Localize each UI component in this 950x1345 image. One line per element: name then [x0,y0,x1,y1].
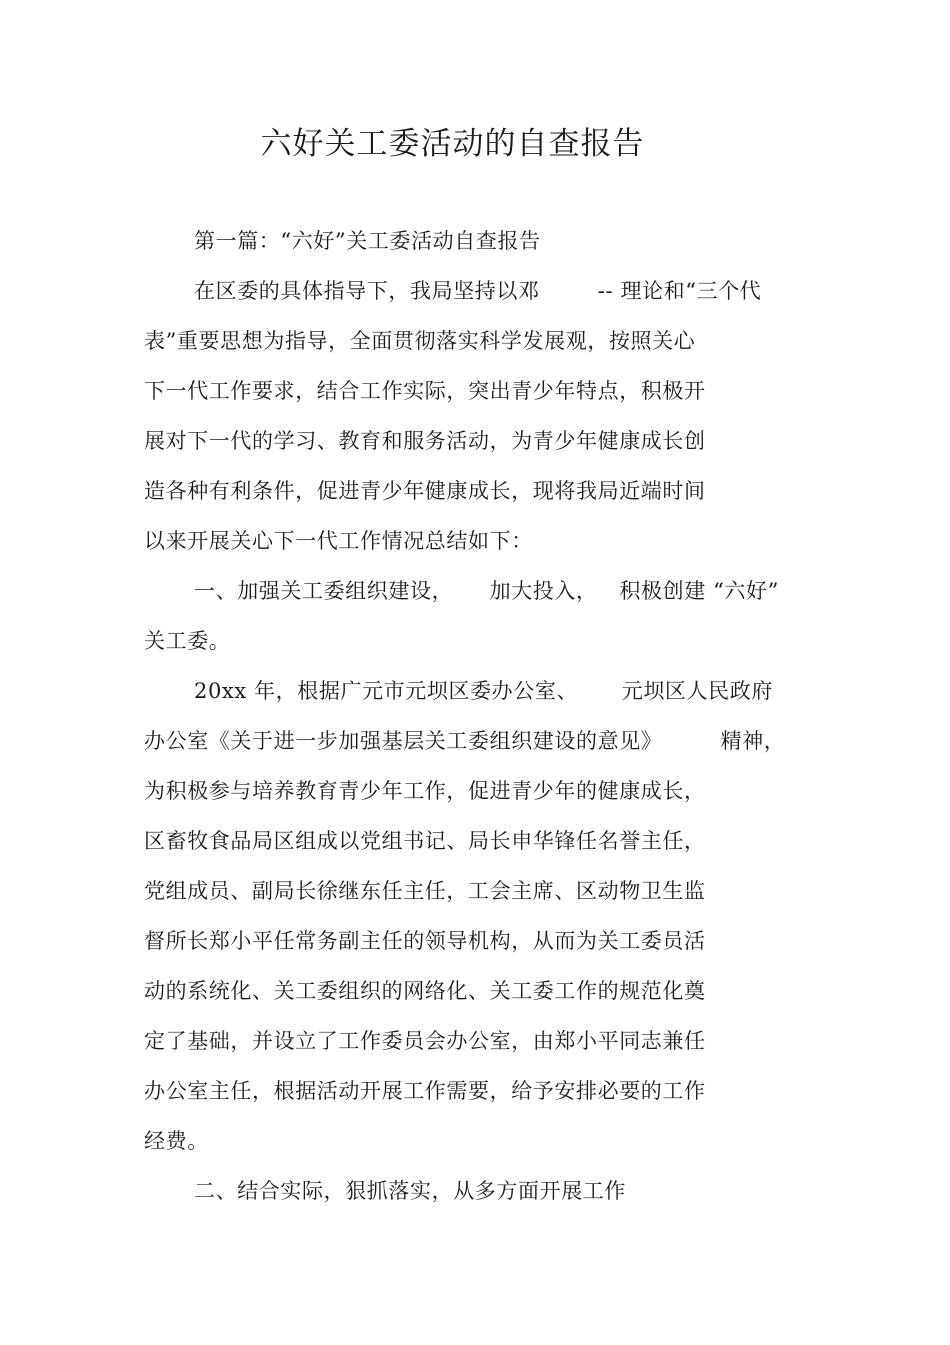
paragraph-line: 党组成员、副局长徐继东任主任，工会主席、区动物卫生监 [144,879,706,903]
paragraph-line: 区畜牧食品局区组成以党组书记、局长申华锋任名誉主任， [144,829,706,853]
document-title: 六好关工委活动的自查报告 [260,126,645,162]
section-heading-cont: 关工委。 [144,629,231,653]
paragraph-line: 以来开展关心下一代工作情况总结如下： [144,529,533,553]
paragraph-line: 定了基础，并设立了工作委员会办公室，由郑小平同志兼任 [144,1029,706,1053]
paragraph-line: 办公室《关于进一步加强基层关工委组织建设的意见》 精神， [144,729,786,753]
paragraph-line: 在区委的具体指导下，我局坚持以邓 -- 理论和“三个代 [194,279,762,303]
paragraph-line: 为积极参与培养教育青少年工作，促进青少年的健康成长， [144,779,706,803]
paragraph-line: 表”重要思想为指导，全面贯彻落实科学发展观，按照关心 [144,329,696,353]
paragraph-line: 20xx 年，根据广元市元坝区委办公室、 元坝区人民政府 [194,679,773,703]
paragraph-line: 下一代工作要求，结合工作实际，突出青少年特点，积极开 [144,379,706,403]
paragraph-line: 展对下一代的学习、教育和服务活动，为青少年健康成长创 [144,429,706,453]
paragraph-line: 督所长郑小平任常务副主任的领导机构，从而为关工委员活 [144,929,706,953]
paragraph-line: 经费。 [144,1129,209,1153]
section-heading: 二、结合实际，狠抓落实，从多方面开展工作 [194,1179,626,1203]
paragraph-line: 造各种有利条件，促进青少年健康成长，现将我局近端时间 [144,479,706,503]
paragraph-line: 动的系统化、关工委组织的网络化、关工委工作的规范化奠 [144,979,706,1003]
paragraph-line: 办公室主任，根据活动开展工作需要，给予安排必要的工作 [144,1079,706,1103]
section-heading: 一、加强关工委组织建设， 加大投入， 积极创建 “六好” [194,579,779,603]
section-heading: 第一篇：“六好”关工委活动自查报告 [194,229,541,253]
